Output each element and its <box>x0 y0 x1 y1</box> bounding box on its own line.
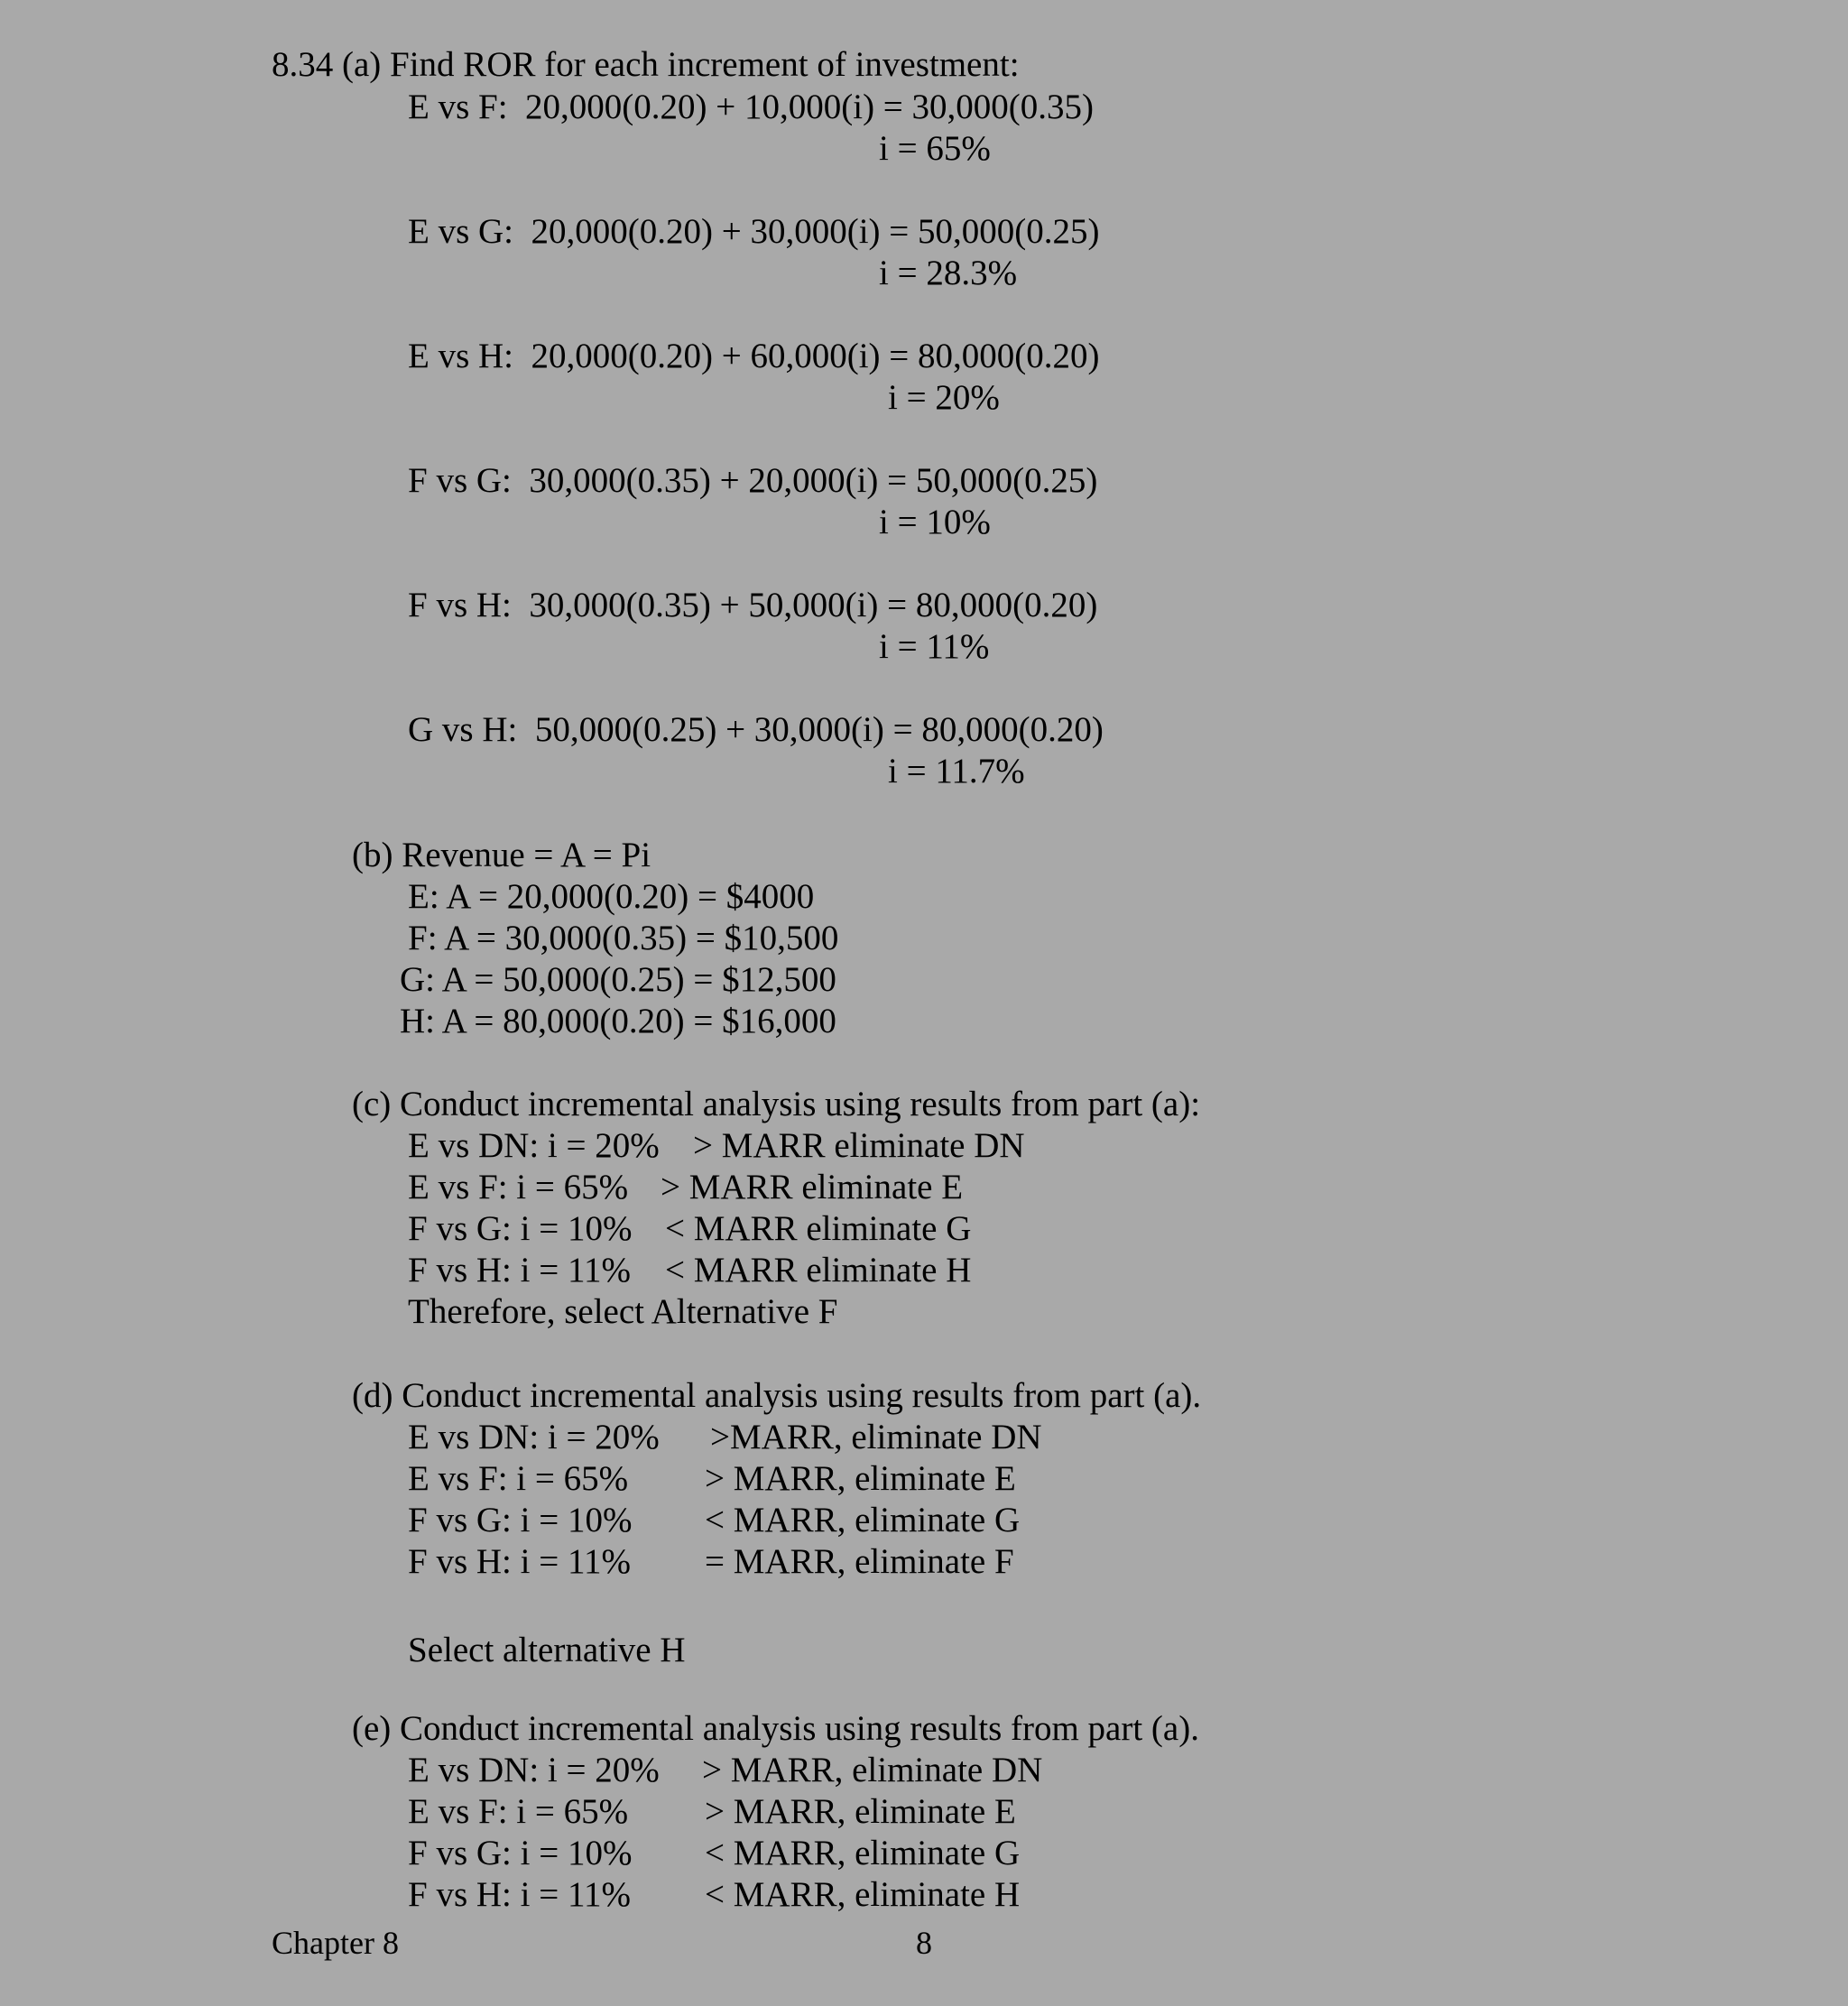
e-compare-e-vs-f: E vs F: i = 65% <box>408 1792 629 1831</box>
e-compare-e-vs-dn: E vs DN: i = 20% <box>408 1751 660 1789</box>
d-compare-f-vs-h: F vs H: i = 11% <box>408 1542 631 1581</box>
revenue-h: H: A = 80,000(0.20) = $16,000 <box>400 1002 836 1040</box>
d-decision-f-vs-h: = MARR, eliminate F <box>705 1542 1014 1581</box>
d-decision-e-vs-f: > MARR, eliminate E <box>705 1459 1016 1498</box>
result-e-vs-h: i = 20% <box>888 378 1000 417</box>
equation-e-vs-g: E vs G: 20,000(0.20) + 30,000(i) = 50,000(0.25) <box>408 212 1100 251</box>
result-e-vs-g: i = 28.3% <box>879 254 1018 292</box>
part-a-heading: 8.34 (a) Find ROR for each increment of investment: <box>272 45 1020 84</box>
e-decision-f-vs-h: < MARR, eliminate H <box>705 1875 1021 1914</box>
d-decision-f-vs-g: < MARR, eliminate G <box>705 1501 1021 1539</box>
e-decision-e-vs-dn: > MARR, eliminate DN <box>702 1751 1043 1789</box>
c-decision-e-vs-dn: > MARR eliminate DN <box>693 1126 1025 1165</box>
d-compare-f-vs-g: F vs G: i = 10% <box>408 1501 633 1539</box>
part-b-heading: (b) Revenue = A = Pi <box>352 836 651 874</box>
footer-chapter: Chapter 8 <box>272 1925 399 1961</box>
e-compare-f-vs-h: F vs H: i = 11% <box>408 1875 631 1914</box>
revenue-g: G: A = 50,000(0.25) = $12,500 <box>400 960 836 999</box>
c-decision-e-vs-f: > MARR eliminate E <box>661 1168 964 1206</box>
d-compare-e-vs-f: E vs F: i = 65% <box>408 1459 629 1498</box>
c-decision-f-vs-g: < MARR eliminate G <box>665 1209 972 1248</box>
c-compare-e-vs-f: E vs F: i = 65% <box>408 1168 629 1206</box>
result-e-vs-f: i = 65% <box>879 129 991 168</box>
equation-g-vs-h: G vs H: 50,000(0.25) + 30,000(i) = 80,000(0.20) <box>408 710 1104 749</box>
revenue-f: F: A = 30,000(0.35) = $10,500 <box>408 919 839 957</box>
part-c-heading: (c) Conduct incremental analysis using results from part (a): <box>352 1085 1201 1123</box>
d-compare-e-vs-dn: E vs DN: i = 20% <box>408 1418 660 1456</box>
e-compare-f-vs-g: F vs G: i = 10% <box>408 1834 633 1872</box>
e-decision-e-vs-f: > MARR, eliminate E <box>705 1792 1016 1831</box>
equation-e-vs-h: E vs H: 20,000(0.20) + 60,000(i) = 80,000(0.20) <box>408 337 1100 375</box>
result-f-vs-g: i = 10% <box>879 503 991 541</box>
c-conclusion: Therefore, select Alternative F <box>408 1292 838 1331</box>
equation-f-vs-h: F vs H: 30,000(0.35) + 50,000(i) = 80,000(0.20) <box>408 586 1098 624</box>
c-compare-e-vs-dn: E vs DN: i = 20% <box>408 1126 660 1165</box>
e-decision-f-vs-g: < MARR, eliminate G <box>705 1834 1021 1872</box>
part-e-heading: (e) Conduct incremental analysis using results from part (a). <box>352 1709 1199 1748</box>
result-g-vs-h: i = 11.7% <box>888 752 1025 790</box>
part-d-heading: (d) Conduct incremental analysis using results from part (a). <box>352 1376 1202 1415</box>
result-f-vs-h: i = 11% <box>879 627 990 666</box>
footer-page-number: 8 <box>916 1925 932 1961</box>
revenue-e: E: A = 20,000(0.20) = $4000 <box>408 877 815 916</box>
d-conclusion: Select alternative H <box>408 1631 686 1669</box>
c-compare-f-vs-h: F vs H: i = 11% <box>408 1251 631 1290</box>
c-decision-f-vs-h: < MARR eliminate H <box>665 1251 972 1290</box>
equation-f-vs-g: F vs G: 30,000(0.35) + 20,000(i) = 50,000(0.25) <box>408 461 1098 500</box>
d-decision-e-vs-dn: >MARR, eliminate DN <box>710 1418 1042 1456</box>
equation-e-vs-f: E vs F: 20,000(0.20) + 10,000(i) = 30,000(0.35) <box>408 88 1095 126</box>
c-compare-f-vs-g: F vs G: i = 10% <box>408 1209 633 1248</box>
